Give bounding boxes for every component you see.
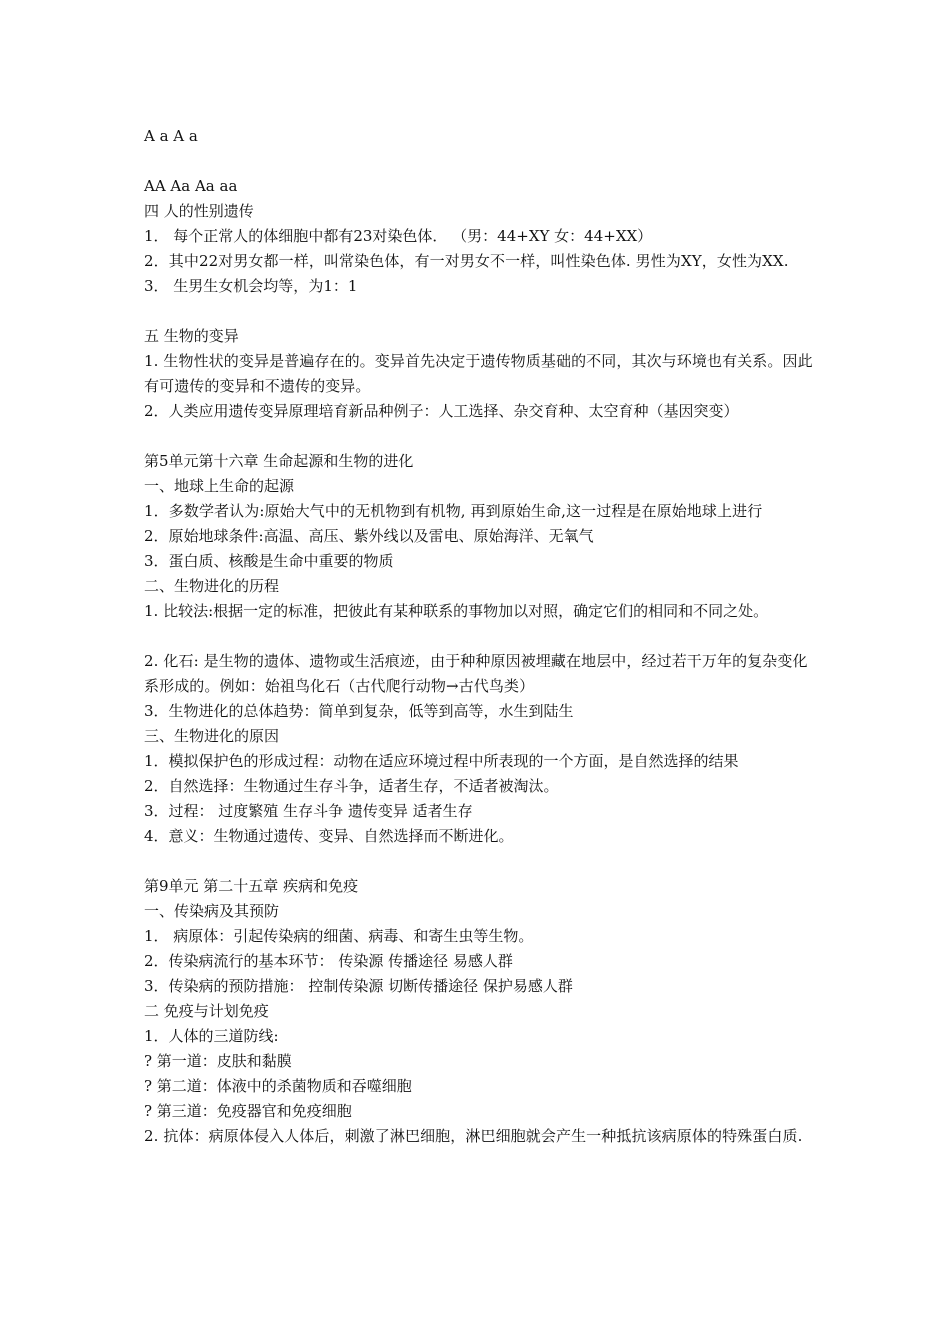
text-line: A a A a: [144, 127, 198, 145]
text-line: 2．自然选择：生物通过生存斗争，适者生存，不适者被淘汰。: [144, 777, 559, 795]
text-line: 2．其中22对男女都一样，叫常染色体，有一对男女不一样，叫性染色体. 男性为XY，女性为XX.: [144, 252, 789, 270]
text-line: 3．过程： 过度繁殖 生存斗争 遗传变异 适者生存: [144, 802, 473, 820]
section-heading: 一、地球上生命的起源: [144, 477, 295, 495]
section-heading: 五 生物的变异: [144, 327, 239, 345]
text-line: ? 第一道：皮肤和黏膜: [144, 1052, 292, 1070]
section-heading: 三、生物进化的原因: [144, 727, 280, 745]
section-heading: 二、生物进化的历程: [144, 577, 280, 595]
text-line: 2．人类应用遗传变异原理培育新品种例子：人工选择、杂交育种、太空育种（基因突变）: [144, 402, 739, 420]
chapter-heading: 第9单元 第二十五章 疾病和免疫: [144, 877, 359, 895]
text-line: 1. 生物性状的变异是普遍存在的。变异首先决定于遗传物质基础的不同，其次与环境也有关系。因此有可遗传的变异和不遗传的变异。: [144, 352, 813, 395]
section-heading: 二 免疫与计划免疫: [144, 1002, 269, 1020]
text-line: 3．生物进化的总体趋势：简单到复杂，低等到高等，水生到陆生: [144, 702, 574, 720]
text-line: 2. 化石: 是生物的遗体、遗物或生活痕迹，由于种种原因被埋藏在地层中，经过若干万年的复杂变化系形成的。例如：始祖鸟化石（古代爬行动物→古代鸟类）: [144, 652, 808, 695]
blank-line: [144, 624, 814, 649]
text-line: 2. 抗体：病原体侵入人体后，刺激了淋巴细胞，淋巴细胞就会产生一种抵抗该病原体的特殊蛋白质.: [144, 1127, 803, 1145]
text-line: ? 第三道：免疫器官和免疫细胞: [144, 1102, 352, 1120]
text-line: AA Aa Aa aa: [144, 177, 238, 195]
section-heading: 一、传染病及其预防: [144, 902, 280, 920]
blank-line: [144, 424, 814, 449]
blank-line: [144, 849, 814, 874]
section-heading: 四 人的性别遗传: [144, 202, 254, 220]
text-line: 1．多数学者认为:原始大气中的无机物到有机物, 再到原始生命,这一过程是在原始地球上进行: [144, 502, 763, 520]
text-line: 1. 比较法:根据一定的标准，把彼此有某种联系的事物加以对照，确定它们的相同和不同之处。: [144, 602, 769, 620]
text-line: 3．传染病的预防措施： 控制传染源 切断传播途径 保护易感人群: [144, 977, 573, 995]
text-line: 1． 病原体：引起传染病的细菌、病毒、和寄生虫等生物。: [144, 927, 534, 945]
blank-line: [144, 149, 814, 174]
chapter-heading: 第5单元第十六章 生命起源和生物的进化: [144, 452, 414, 470]
text-line: 1．人体的三道防线:: [144, 1027, 279, 1045]
text-line: 1． 每个正常人的体细胞中都有23对染色体． （男：44+XY 女：44+XX）: [144, 227, 653, 245]
text-line: 1．模拟保护色的形成过程：动物在适应环境过程中所表现的一个方面，是自然选择的结果: [144, 752, 739, 770]
document-page: [144, 124, 814, 1149]
text-line: ? 第二道：体液中的杀菌物质和吞噬细胞: [144, 1077, 412, 1095]
text-line: 3． 生男生女机会均等，为1：1: [144, 277, 358, 295]
text-line: 2．传染病流行的基本环节： 传染源 传播途径 易感人群: [144, 952, 513, 970]
text-line: 2．原始地球条件:高温、高压、紫外线以及雷电、原始海洋、无氧气: [144, 527, 594, 545]
text-line: 4．意义：生物通过遗传、变异、自然选择而不断进化。: [144, 827, 514, 845]
blank-line: [144, 299, 814, 324]
text-line: 3．蛋白质、核酸是生命中重要的物质: [144, 552, 394, 570]
